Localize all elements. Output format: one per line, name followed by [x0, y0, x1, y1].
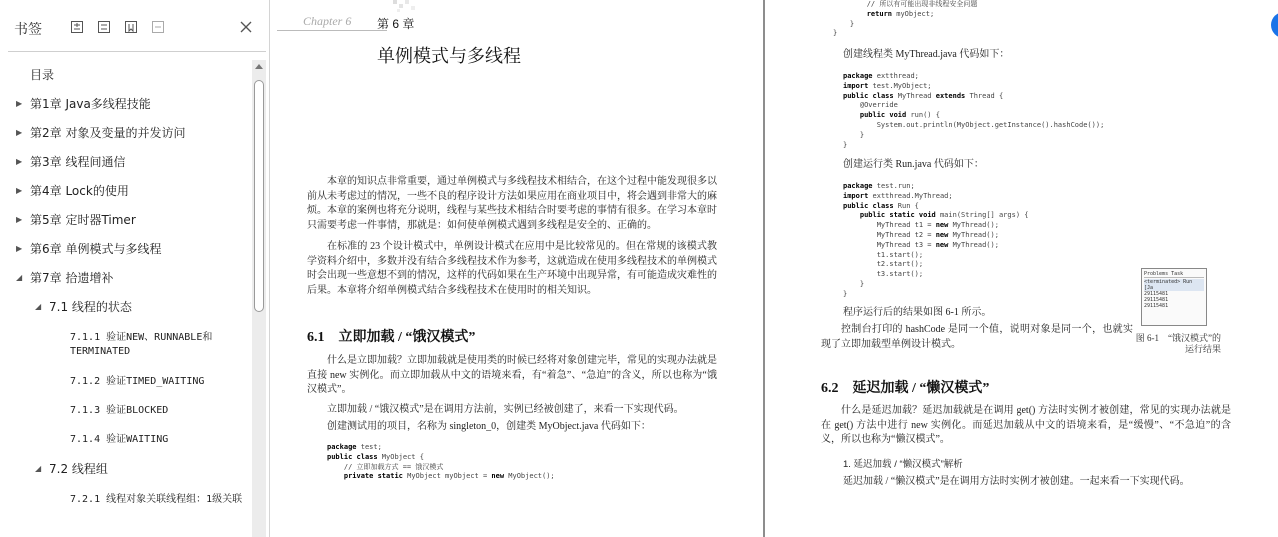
hashcode-paragraph: 控制台打印的 hashCode 是同一个值，说明对象是同一个，也就实现了立即加载型单例设计模式。 — [821, 324, 1133, 350]
expand-caret-icon[interactable]: ▶ — [16, 215, 23, 224]
intro-paragraph-2: 在标准的 23 个设计模式中，单例设计模式在应用中是比较常见的。但在常规的该模式教学资料介绍中，多数并没有结合多线程技术作为参考，这就造成在使用多线程技术的单例模式时会出现一些意想不到的情况，这样的代码如果在生产环境中出现异常，有可能造成灾难性的后果。本章将介绍单例模式结合多线程技术在使用时的相关知识。 — [307, 241, 717, 296]
result-paragraph: 程序运行后的结果如图 6-1 所示。 — [843, 307, 992, 318]
section-6-1-paragraph-2: 立即加载 / “饿汉模式”是在调用方法前，实例已经被创建了，来看一下实现代码。 — [327, 404, 684, 415]
code-line: } — [843, 130, 865, 139]
code-line: public void run() { — [859, 111, 940, 120]
code-line: } — [833, 19, 855, 28]
collapse-caret-icon[interactable]: ◢ — [16, 273, 23, 282]
code-line: package extthread; — [843, 72, 919, 80]
bookmark-item[interactable] — [0, 155, 252, 171]
code-line: } — [833, 29, 838, 38]
code-line: import test.MyObject; — [843, 81, 932, 90]
code-line: package test.run; — [843, 182, 915, 190]
bookmark-item[interactable] — [0, 242, 252, 258]
bookmark-item-label: 7.1.2 验证TIMED_WAITING — [70, 376, 205, 387]
close-icon[interactable] — [238, 19, 254, 35]
bookmark-panel — [0, 0, 270, 537]
code-line: return myObject; — [866, 9, 935, 18]
code-line: public class Run { — [843, 201, 919, 210]
bookmark-item-label: 第4章 Lock的使用 — [30, 184, 129, 198]
section-6-2-paragraph-2: 延迟加载 / “懒汉模式”是在调用方法时实例才被创建。一起来看一下实现代码。 — [843, 476, 1190, 487]
figure-caption: 图 6-1 “饿汉模式”的运行结果 — [1135, 333, 1221, 354]
bookmark-item[interactable] — [0, 68, 252, 84]
bookmark-item-label: 7.1.4 验证WAITING — [70, 434, 169, 445]
bookmark-item[interactable] — [0, 331, 252, 361]
bookmark-item[interactable] — [0, 433, 252, 449]
chapter-title: 单例模式与多线程 — [377, 46, 521, 66]
decoration-dots-icon — [391, 0, 431, 14]
code-line: } — [843, 279, 865, 288]
collapse-caret-icon[interactable]: ◢ — [35, 302, 42, 311]
code-line: private static MyObject myObject = new MyObject(); — [343, 472, 555, 481]
scroll-up-icon[interactable] — [255, 64, 263, 69]
code-line: public class MyObject { — [327, 452, 424, 461]
bookmark-item[interactable] — [0, 375, 252, 391]
code-line: } — [843, 289, 848, 298]
header-divider — [8, 51, 266, 52]
figure-output-line: 29115481 — [1144, 297, 1169, 303]
chapter-label: 第 6 章 — [377, 17, 415, 31]
bookmark-item-label: 7.2 线程组 — [49, 462, 108, 476]
bookmark-panel-header — [0, 0, 270, 52]
expand-caret-icon[interactable]: ▶ — [16, 99, 23, 108]
bookmark-item-label: 第3章 线程间通信 — [30, 155, 126, 169]
code-line: System.out.println(MyObject.getInstance().hashCode()); — [843, 120, 1105, 129]
page-left — [277, 0, 762, 537]
expand-caret-icon[interactable]: ▶ — [16, 128, 23, 137]
bookmark-item[interactable] — [0, 271, 252, 287]
code-line: // 所以有可能出现非线程安全问题 — [833, 0, 978, 8]
bookmark-item-label: 7.1.3 验证BLOCKED — [70, 405, 169, 416]
bookmark-item[interactable] — [0, 213, 252, 229]
code-line: public class MyThread extends Thread { — [843, 91, 1004, 100]
code-line: @Override — [843, 101, 898, 110]
expand-all-icon[interactable] — [70, 20, 84, 34]
subsection-1-heading: 1. 延迟加载 / “懒汉模式”解析 — [843, 459, 963, 470]
page-right — [765, 0, 1278, 537]
bookmark-item-label: 第1章 Java多线程技能 — [30, 97, 151, 111]
expand-caret-icon[interactable]: ▶ — [16, 186, 23, 195]
code-block-getinstance-end — [833, 0, 977, 39]
bookmark-item[interactable] — [0, 97, 252, 113]
section-6-2-paragraph-1: 什么是延迟加载？延迟加载就是在调用 get() 方法时实例才被创建，常见的实现办法就是在 get() 方法中进行 new 实例化。而延迟加载从中文的语境来看，是“缓慢”、“不急迫”的含义，所以也称为“懒汉模式”。 — [821, 405, 1231, 445]
code-line: package test; — [327, 443, 382, 451]
bookmark-item-label: 第7章 拾遗增补 — [30, 271, 114, 285]
bookmark-item-label: 7.1.1 验证NEW、RUNNABLE和TERMINATED — [70, 332, 213, 357]
code-line: MyThread t3 = new MyThread(); — [843, 240, 999, 249]
figure-console-output — [1141, 268, 1207, 326]
code-line: MyThread t1 = new MyThread(); — [843, 221, 999, 230]
chapter-script: Chapter 6 — [303, 14, 352, 28]
bookmark-item[interactable] — [0, 462, 252, 478]
bookmark-item[interactable] — [0, 300, 252, 316]
code-line: } — [843, 140, 848, 149]
code-line: import extthread.MyThread; — [843, 191, 953, 200]
figure-output-line: <terminated> Run [Ja — [1144, 279, 1204, 291]
code-block-mythread — [843, 72, 1104, 150]
code-line: t1.start(); — [843, 250, 924, 259]
collapse-caret-icon[interactable]: ◢ — [35, 464, 42, 473]
section-6-2-heading: 6.2 延迟加载 / “懒汉模式” — [821, 381, 990, 396]
code-line: t2.start(); — [843, 260, 924, 269]
expand-caret-icon[interactable]: ▶ — [16, 244, 23, 253]
figure-output-line: 29115481 — [1144, 291, 1169, 297]
code-line: t3.start(); — [843, 270, 924, 279]
run-intro: 创建运行类 Run.java 代码如下： — [843, 159, 984, 170]
scrollbar-thumb[interactable] — [254, 80, 264, 312]
code-line: MyThread t2 = new MyThread(); — [843, 230, 999, 239]
chapter-rule — [277, 30, 387, 31]
bookmark-item[interactable] — [0, 493, 252, 509]
bookmark-item[interactable] — [0, 184, 252, 200]
bookmark-scrollbar[interactable] — [252, 60, 266, 537]
figure-tab-bar: Problems Task — [1144, 271, 1204, 278]
intro-paragraph-1: 本章的知识点非常重要，通过单例模式与多线程技术相结合，在这个过程中能发现很多以前从未考虑过的情况，一些不良的程序设计方法如果应用在商业项目中，将会遇到非常大的麻烦。本章的案例也将充分说明，线程与某些技术相结合时要考虑的事情有很多。在学习本章时只需要考虑一件事情，那就是：如何使单例模式遇到多线程是安全的、正确的。 — [307, 176, 717, 231]
bookmark-item-label: 目录 — [30, 68, 55, 82]
document-view[interactable] — [271, 0, 1278, 537]
bookmark-item-label: 第2章 对象及变量的并发访问 — [30, 126, 186, 140]
section-6-1-paragraph-1: 什么是立即加载？立即加载就是使用类的时候已经将对象创建完毕，常见的实现办法就是直接 new 实例化。而立即加载从中文的语境来看，有“着急”、“急迫”的含义，所以也称为“饿汉模式”。 — [307, 355, 717, 395]
code-block-run — [843, 182, 1028, 300]
bookmark-panel-title: 书签 — [14, 22, 42, 38]
delete-bookmark-icon[interactable] — [151, 20, 165, 34]
section-6-1-heading: 6.1 立即加载 / “饿汉模式” — [307, 330, 476, 345]
expand-caret-icon[interactable]: ▶ — [16, 157, 23, 166]
bookmark-item-label: 7.2.1 线程对象关联线程组：1级关联 — [70, 494, 243, 505]
bookmark-item[interactable] — [0, 404, 252, 420]
bookmark-item-label: 第5章 定时器Timer — [30, 213, 136, 227]
bookmark-item[interactable] — [0, 126, 252, 142]
figure-output-line: 29115481 — [1144, 303, 1169, 309]
mythread-intro: 创建线程类 MyThread.java 代码如下： — [843, 49, 1010, 60]
bookmark-tree — [0, 60, 252, 537]
code-block-myobject — [327, 443, 555, 482]
bookmark-item-label: 第6章 单例模式与多线程 — [30, 242, 162, 256]
add-bookmark-icon[interactable] — [124, 20, 138, 34]
code-line: public static void main(String[] args) { — [859, 211, 1029, 220]
section-6-1-paragraph-3: 创建测试用的项目，名称为 singleton_0，创建类 MyObject.java 代码如下： — [327, 421, 651, 432]
collapse-all-icon[interactable] — [97, 20, 111, 34]
code-line: // 立即加载方式 == 饿汉模式 — [327, 462, 444, 471]
bookmark-item-label: 7.1 线程的状态 — [49, 300, 132, 314]
